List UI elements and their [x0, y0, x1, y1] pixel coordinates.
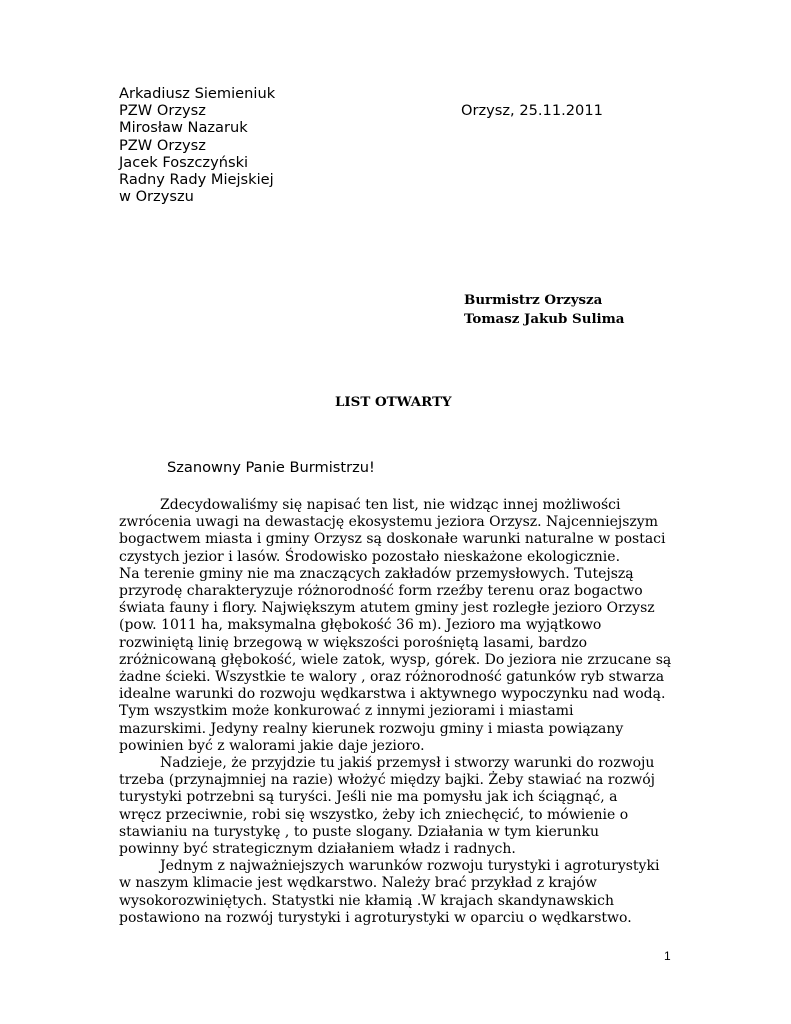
body-line: powinny być strategicznym działaniem władz i radnych. [119, 841, 516, 858]
body-line: stawianiu na turystykę , to puste slogany. Działania w tym kierunku [119, 823, 599, 840]
recipient-line: Tomasz Jakub Sulima [464, 310, 625, 327]
body-line: Nadzieje, że przyjdzie tu jakiś przemysł i stworzy warunki do rozwoju [160, 755, 655, 772]
body-line: postawiono na rozwój turystyki i agroturystyki w oparciu o wędkarstwo. [119, 909, 632, 926]
body-line: w naszym klimacie jest wędkarstwo. Należy brać przykład z krajów [119, 875, 597, 892]
body-line: mazurskimi. Jedyny realny kierunek rozwoju gminy i miasta powiązany [119, 720, 624, 737]
body-line: Jednym z najważniejszych warunków rozwoju turystyki i agroturystyki [160, 858, 660, 875]
body-line: bogactwem miasta i gminy Orzysz są doskonałe warunki naturalne w postaci [119, 531, 666, 548]
body-line: Zdecydowaliśmy się napisać ten list, nie widząc innej możliwości [160, 497, 621, 513]
body-line: (pow. 1011 ha, maksymalna głębokość 36 m). Jezioro ma wyjątkowo [119, 617, 602, 634]
body-line: świata fauny i flory. Największym atutem gminy jest rozległe jezioro Orzysz [119, 600, 655, 617]
body-line: turystyki potrzebni są turyści. Jeśli nie ma pomysłu jak ich ściągnąć, a [119, 789, 618, 806]
body-line: wręcz przeciwnie, robi się wszystko, żeby ich zniechęcić, to mówienie o [119, 806, 629, 823]
body-line: trzeba (przynajmniej na razie) włożyć między bajki. Żeby stawiać na rozwój [119, 772, 656, 789]
recipient-block [464, 291, 624, 328]
body-line: zwrócenia uwagi na dewastację ekosystemu jeziora Orzysz. Najcenniejszym [119, 514, 658, 531]
page-number: 1 [664, 949, 671, 963]
sender-block [119, 85, 275, 205]
sender-line: Jacek Foszczyński [119, 153, 249, 171]
sender-line: Radny Rady Miejskiej [119, 171, 274, 189]
letter-title: LIST OTWARTY [335, 394, 452, 410]
recipient-line: Burmistrz Orzysza [464, 292, 603, 308]
body-line: żadne ścieki. Wszystkie te walory , oraz różnorodność gatunków ryb stwarza [119, 669, 665, 686]
body-line: Na terenie gminy nie ma znaczących zakładów przemysłowych. Tutejszą [119, 565, 634, 582]
body-line: zróżnicowaną głębokość, wiele zatok, wysp, górek. Do jeziora nie zrzucane są [119, 651, 672, 668]
letter-body [119, 497, 672, 927]
sender-line: PZW Orzysz [119, 102, 206, 120]
salutation: Szanowny Panie Burmistrzu! [167, 459, 375, 476]
sender-line: PZW Orzysz [119, 136, 206, 154]
body-line: rozwiniętą linię brzegową w większości porośniętą lasami, bardzo [119, 634, 588, 651]
body-line: Tym wszystkim może konkurować z innymi jeziorami i miastami [119, 703, 574, 720]
body-line: przyrodę charakteryzuje różnorodność form rzeźby terenu oraz bogactwo [119, 583, 643, 600]
sender-line: Arkadiusz Siemieniuk [119, 85, 276, 102]
body-line: wysokorozwiniętych. Statystki nie kłamią .W krajach skandynawskich [119, 892, 614, 909]
body-line: idealne warunki do rozwoju wędkarstwa i aktywnego wypoczynku nad wodą. [119, 686, 666, 703]
body-line: powinien być z walorami jakie daje jezioro. [119, 737, 425, 754]
letter-date: Orzysz, 25.11.2011 [461, 102, 603, 119]
sender-line: Mirosław Nazaruk [119, 119, 248, 137]
body-line: czystych jezior i lasów. Środowisko pozostało nieskażone ekologicznie. [119, 548, 621, 565]
sender-line: w Orzyszu [119, 188, 194, 206]
